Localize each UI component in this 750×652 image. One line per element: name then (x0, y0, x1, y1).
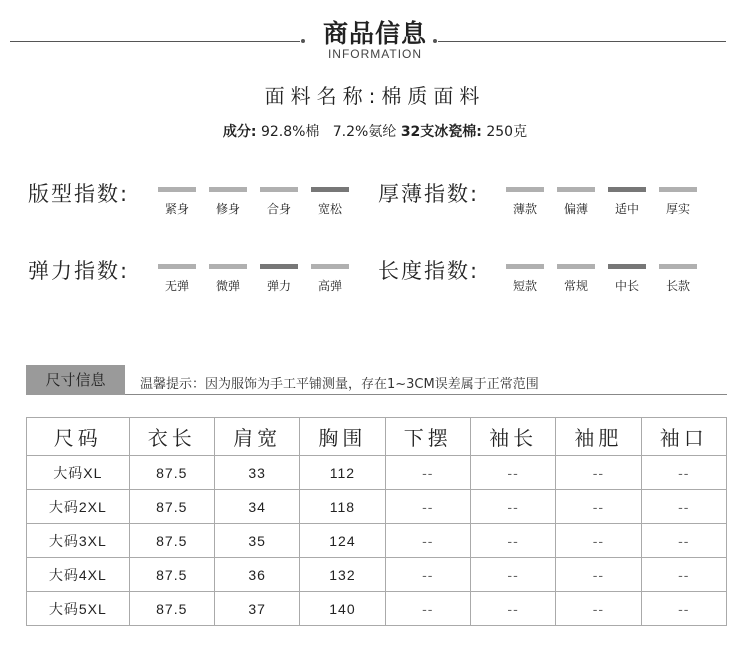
table-cell: 87.5 (129, 558, 214, 592)
table-cell: 36 (214, 558, 299, 592)
table-row (27, 558, 727, 592)
table-cell: 大码4XL (27, 558, 130, 592)
index-option: 微弹 (215, 279, 240, 293)
size-section-label: 尺寸信息 (26, 365, 125, 395)
index-bar (506, 187, 544, 192)
column-header: 袖口 (641, 418, 726, 456)
fabric-name: 面料名称:棉质面料 (264, 84, 486, 108)
index-label: 长度指数: (378, 259, 480, 283)
composition-label: 成分: (222, 124, 257, 140)
extra-label: 32支冰瓷棉: (400, 124, 482, 140)
index-option: 弹力 (266, 279, 291, 293)
column-header: 胸围 (300, 418, 385, 456)
column-header: 袖肥 (556, 418, 641, 456)
table-cell: -- (470, 558, 555, 592)
index-bar (557, 264, 595, 269)
table-cell: -- (556, 558, 641, 592)
index-option: 紧身 (164, 202, 189, 216)
index-bar (659, 264, 697, 269)
index-bar (311, 264, 349, 269)
table-cell: -- (470, 456, 555, 490)
table-cell: 大码2XL (27, 490, 130, 524)
index-bar-selected (608, 187, 646, 192)
table-cell: 112 (300, 456, 385, 490)
index-option: 短款 (512, 279, 537, 293)
index-bar (659, 187, 697, 192)
column-header: 肩宽 (214, 418, 299, 456)
index-bar (209, 187, 247, 192)
table-cell: 大码5XL (27, 592, 130, 626)
table-cell: -- (470, 490, 555, 524)
table-cell: -- (641, 490, 726, 524)
column-header: 下摆 (385, 418, 470, 456)
table-cell: -- (641, 558, 726, 592)
table-cell: -- (641, 592, 726, 626)
table-cell: 87.5 (129, 592, 214, 626)
index-option: 偏薄 (563, 202, 588, 216)
table-row (27, 490, 727, 524)
index-bar (260, 187, 298, 192)
table-row (27, 524, 727, 558)
index-option: 中长 (614, 279, 639, 293)
table-cell: 大码XL (27, 456, 130, 490)
size-section-underline (125, 394, 727, 395)
index-option: 厚实 (665, 202, 690, 216)
index-bar (209, 264, 247, 269)
table-cell: -- (556, 456, 641, 490)
index-bar-selected (260, 264, 298, 269)
table-cell: 37 (214, 592, 299, 626)
composition (0, 121, 750, 141)
table-cell: 33 (214, 456, 299, 490)
section-subtitle: INFORMATION (327, 47, 423, 61)
table-cell: -- (641, 456, 726, 490)
section-title: 商品信息 (322, 19, 427, 48)
index-bar (557, 187, 595, 192)
table-cell: 140 (300, 592, 385, 626)
table-cell: -- (556, 524, 641, 558)
index-option: 修身 (215, 202, 240, 216)
column-header: 袖长 (470, 418, 555, 456)
table-cell: -- (385, 456, 470, 490)
index-bar (506, 264, 544, 269)
column-header: 尺码 (27, 418, 130, 456)
size-table (26, 417, 727, 626)
index-bar-selected (608, 264, 646, 269)
table-cell: 87.5 (129, 456, 214, 490)
index-option: 宽松 (317, 202, 342, 216)
table-cell: 124 (300, 524, 385, 558)
table-cell: 87.5 (129, 524, 214, 558)
table-cell: 35 (214, 524, 299, 558)
table-header-row (27, 418, 727, 456)
table-cell: -- (385, 524, 470, 558)
table-row (27, 456, 727, 490)
table-cell: -- (556, 592, 641, 626)
table-cell: -- (470, 592, 555, 626)
table-row (27, 592, 727, 626)
extra-value: 250克 (486, 124, 528, 140)
table-cell: 118 (300, 490, 385, 524)
index-option: 薄款 (512, 202, 537, 216)
column-header: 衣长 (129, 418, 214, 456)
index-option: 适中 (614, 202, 639, 216)
index-option: 合身 (266, 202, 291, 216)
size-tip: 温馨提示：因为服饰为手工平铺测量，存在1~3CM误差属于正常范围 (140, 377, 539, 392)
table-cell: -- (470, 524, 555, 558)
index-bar (158, 187, 196, 192)
table-cell: -- (641, 524, 726, 558)
table-cell: -- (385, 592, 470, 626)
index-bar-selected (311, 187, 349, 192)
index-option: 长款 (665, 279, 690, 293)
index-label: 弹力指数: (28, 259, 130, 283)
index-option: 无弹 (164, 279, 189, 293)
index-option: 常规 (563, 279, 588, 293)
table-cell: -- (385, 490, 470, 524)
index-label: 版型指数: (28, 182, 130, 206)
table-cell: -- (556, 490, 641, 524)
index-bar (158, 264, 196, 269)
table-cell: 大码3XL (27, 524, 130, 558)
table-cell: -- (385, 558, 470, 592)
table-cell: 132 (300, 558, 385, 592)
table-cell: 34 (214, 490, 299, 524)
index-label: 厚薄指数: (378, 182, 480, 206)
index-option: 高弹 (317, 279, 342, 293)
table-cell: 87.5 (129, 490, 214, 524)
composition-value: 92.8%棉 7.2%氨纶 (260, 124, 397, 140)
